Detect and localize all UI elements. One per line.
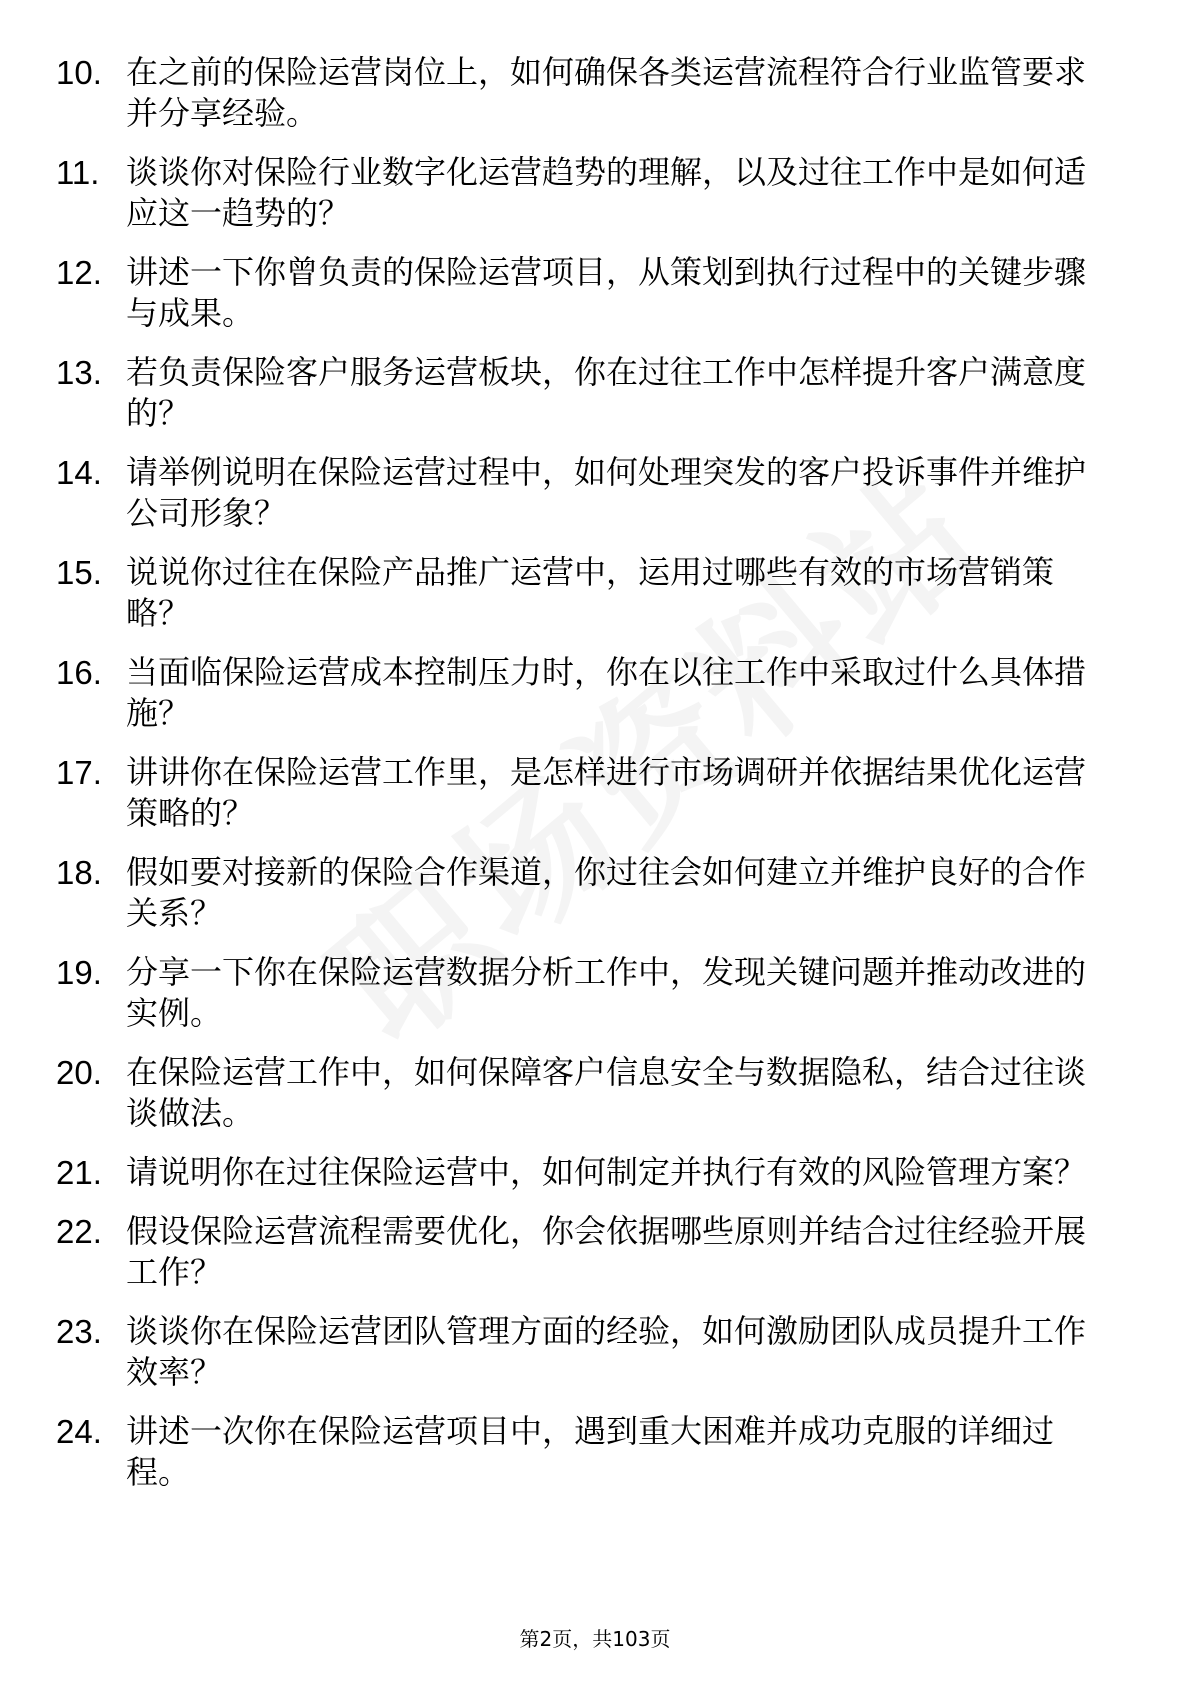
question-number: 20. [56,1054,102,1091]
page-footer: 第2页，共103页 [519,1627,671,1651]
question-text: 假设保险运营流程需要优化，你会依据哪些原则并结合过往经验开展工作？ [126,1212,1087,1291]
question-text: 讲述一次你在保险运营项目中，遇到重大困难并成功克服的详细过程。 [126,1412,1055,1491]
question-text: 谈谈你在保险运营团队管理方面的经验，如何激励团队成员提升工作效率？ [126,1312,1087,1391]
list-item [56,952,1116,1034]
list-item [56,552,1116,634]
list-item [56,752,1116,834]
list-item [56,852,1116,934]
question-list [56,52,1116,1511]
question-text: 请说明你在过往保险运营中，如何制定并执行有效的风险管理方案？ [126,1153,1087,1191]
list-item [56,1311,1116,1393]
list-item [56,152,1116,234]
question-number: 19. [56,954,102,991]
list-item [56,652,1116,734]
question-number: 23. [56,1313,102,1350]
question-number: 18. [56,854,102,891]
question-number: 15. [56,554,102,591]
question-number: 17. [56,754,102,791]
question-text: 若负责保险客户服务运营板块，你在过往工作中怎样提升客户满意度的？ [126,353,1087,432]
question-text: 说说你过往在保险产品推广运营中，运用过哪些有效的市场营销策略？ [126,553,1055,632]
question-number: 22. [56,1213,102,1250]
list-item [56,1211,1116,1293]
question-text: 谈谈你对保险行业数字化运营趋势的理解，以及过往工作中是如何适应这一趋势的？ [126,153,1087,232]
question-number: 12. [56,254,102,291]
question-number: 24. [56,1413,102,1450]
question-text: 在之前的保险运营岗位上，如何确保各类运营流程符合行业监管要求并分享经验。 [126,53,1087,132]
question-number: 11. [56,154,100,191]
list-item [56,1052,1116,1134]
question-number: 10. [56,54,102,91]
list-item [56,252,1116,334]
question-text: 讲述一下你曾负责的保险运营项目，从策划到执行过程中的关键步骤与成果。 [126,253,1087,332]
question-number: 16. [56,654,102,691]
question-number: 13. [56,354,102,391]
question-text: 在保险运营工作中，如何保障客户信息安全与数据隐私，结合过往谈谈做法。 [126,1053,1087,1132]
question-text: 当面临保险运营成本控制压力时，你在以往工作中采取过什么具体措施？ [126,653,1087,732]
list-item [56,52,1116,134]
question-number: 14. [56,454,102,491]
list-item [56,1411,1116,1493]
question-text: 假如要对接新的保险合作渠道，你过往会如何建立并维护良好的合作关系？ [126,853,1087,932]
question-text: 分享一下你在保险运营数据分析工作中，发现关键问题并推动改进的实例。 [126,953,1087,1032]
question-text: 讲讲你在保险运营工作里，是怎样进行市场调研并依据结果优化运营策略的？ [126,753,1087,832]
list-item [56,1152,1116,1193]
question-number: 21. [56,1154,102,1191]
list-item [56,452,1116,534]
list-item [56,352,1116,434]
question-text: 请举例说明在保险运营过程中，如何处理突发的客户投诉事件并维护公司形象？ [126,453,1087,532]
